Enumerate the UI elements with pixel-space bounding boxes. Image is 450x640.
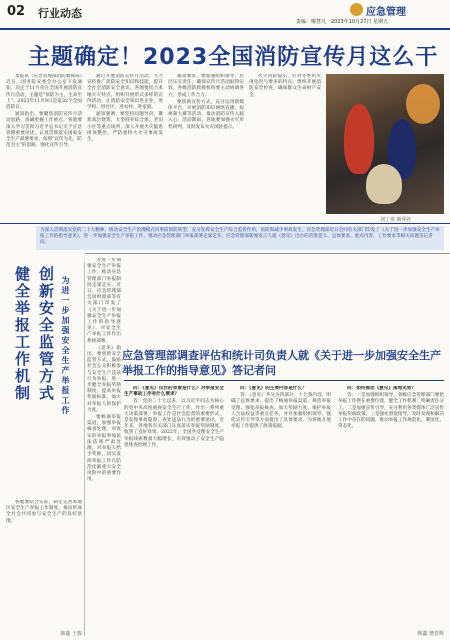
- header-rule: [0, 28, 450, 30]
- lead-photo: [326, 74, 444, 214]
- side-article-body-top: [87, 258, 121, 638]
- paragraph: 要畅通举报渠道，加强举报核查处理，对查实的举报事项依法依规严肃处理，对举报人给予奖励，切实发挥举报工作在防范化解重大安全风险中的重要作用。: [87, 415, 121, 483]
- section-divider: [0, 223, 450, 224]
- answer: 答：一是加强组织领导，各级应急管理部门要把举报工作摆在重要位置，健全工作机制，明确责任分工。二是加强宣传引导，充分利用各类媒体广泛宣传举报奖励政策。三是强化督促指导，及时发现和解决工作中存在的问题，推动举报工作规范化、制度化、常态化。: [338, 393, 444, 430]
- paragraph: 通过开展消防宣传月活动，大力宣传推广消防安全知识和技能，提升全社会消防安全意识。各地要结合本地火灾特点，组织开展形式多样的宣传活动，让消防安全知识进企业、进学校、进社区、进农村、进家庭。: [87, 74, 163, 111]
- photo-person: [344, 104, 374, 174]
- side-article-title: [10, 266, 76, 496]
- side-article-title-line-2: 健全举报工作机制: [13, 266, 31, 402]
- lead-headline: 主题确定！2023全国消防宣传月这么干: [28, 45, 439, 70]
- question: 问：如何推动《意见》落地见效？: [347, 386, 416, 391]
- publication-name: 应急管理: [366, 7, 406, 18]
- interview-author: 韩鑫 增晋辉: [417, 631, 444, 637]
- paragraph: 通知指出，要聚焦消防宣传月活动思路，准确把握工作重点。各地要深入学习贯彻习近平总书记关于应急管理重要论述，认真贯彻落实国家安全生产部署要求，按照"宣传为先，防范为主"的思路，强化宣传引导。: [6, 112, 82, 149]
- paragraph: 通知强调，要坚持问题导向，聚焦高层建筑、大型商业综合体、老旧小区等重点场所，深入开展火灾隐患排查整治，严防重特大火灾事故发生。: [87, 112, 163, 143]
- page-number: 02: [7, 4, 26, 19]
- paragraph: 本报讯（应急管理部消防救援局）近日，国务院安委会办公室下发通知，决定于11月份在全国开展消防宣传月活动，主题是"预防为主，生命至上"。2023年11月9日是第32个全国消防日。: [6, 74, 82, 111]
- lead-column-3: [168, 74, 244, 220]
- paragraph: 各地要结合实际，制定完善本地区安全生产举报工作制度，推动形成全社会共同参与安全生产的良好氛围。: [6, 500, 82, 524]
- answer: 答：党的二十大以来，以习近平同志为核心的党中央高度重视安全生产工作，作出一系列重大决策部署。举报工作是社会监督的重要形式，是发现事故隐患、查处违法行为的重要途径。近年来，各地各有关部门认真落实举报奖励制度，收到了良好效果。2022年，全国共受理安全生产举报线索数量大幅增长，有效推动了安全生产隐患排查治理工作。: [124, 399, 224, 448]
- paragraph: 《意见》指出，要创新安全监管方式，鼓励社会公众积极参与安全生产违法行为举报，进一步健全举报奖励制度，提高举报奖励标准，加大对举报人的保护力度。: [87, 345, 121, 413]
- question: 问：《意见》出台的背景是什么？对举报安全生产事故工作有什么要求？: [124, 386, 224, 398]
- paragraph: 火灾风险提示，针对冬季用火用电用气增多的特点，组织开展消防安全检查，确保群众生命财产安全。: [249, 74, 321, 98]
- section-title: 行业动态: [38, 7, 82, 20]
- side-article-title-line-1: 创新安全监管方式: [37, 266, 55, 402]
- side-article-author: 韩鑫 王栋: [60, 631, 82, 637]
- headline-rule: [124, 380, 444, 381]
- question: 问：《意见》的主要内容是什么？: [240, 386, 307, 391]
- photo-credit: 刘丁奕 新华社: [380, 217, 412, 223]
- paragraph: 通知要求，要加强组织领导，层层压实责任，确保宣传月活动取得实效。各级消防救援机构要主动协调各方，形成工作合力。: [168, 74, 244, 98]
- photo-person: [366, 164, 402, 204]
- section-divider: [86, 253, 450, 254]
- answer: 答：《意见》共分为四部分、十七条内容，明确了总体要求，提出了畅通举报渠道、规范举报受理、强化举报核查、加大奖励力度、保护举报人合法权益等重点任务，并对加强组织领导、强化宣传引导等方面提出了具体要求，为各地开展举报工作提供了政策依据。: [231, 393, 331, 430]
- abstract-box: 为深入贯彻落实党的二十大精神，推动安全生产治理模式向事前预防转型，充分发挥安全生产综合监管作用，预防和减少事故发生。应急管理部近日会同有关部门印发了《关于进一步加强安全生产举报工作的指导意见》，进一步加强安全生产举报工作，推动应急管理部门举报部署走深走实。应急管理部新闻发言人就《意见》出台的背景意义、总体要求、重点内容、工作要求等相关问题答记者问。: [36, 226, 444, 250]
- lead-column-4: [249, 74, 321, 220]
- interview-column-2: [231, 386, 331, 632]
- paragraph: 为进一步加强安全生产举报工作，推动应急管理部门举报制度走深走实，近日，应急管理部会同财政部等有关部门印发了《关于进一步加强安全生产举报工作的指导意见》，对安全生产举报工作作出系统部署。: [87, 258, 121, 344]
- lead-column-1: [6, 74, 82, 220]
- issue-meta: 责编：曜慧凡 2023年10月27日 星期五: [296, 19, 389, 25]
- lead-column-2: [87, 74, 163, 220]
- paragraph: 要创新宣传方式，充分运用新媒体平台，开展消防知识网络直播、短视频大赛等活动，推动消防宣传入脑入心。活动期间，各地要加强火灾形势研判，及时发布火灾风险提示。: [168, 99, 244, 130]
- photo-fire: [406, 84, 440, 124]
- interview-headline: 应急管理部调查评估和统计司负责人就《关于进一步加强安全生产举报工作的指导意见》答记者问: [122, 349, 441, 377]
- side-article-subtitle: 为进一步加强安全生产举报工作: [61, 276, 70, 416]
- column-divider: [84, 262, 85, 636]
- interview-column-3: [338, 386, 444, 626]
- side-article-body-bottom: [6, 500, 82, 628]
- emblem-icon: [350, 3, 363, 16]
- interview-column-1: [124, 386, 224, 632]
